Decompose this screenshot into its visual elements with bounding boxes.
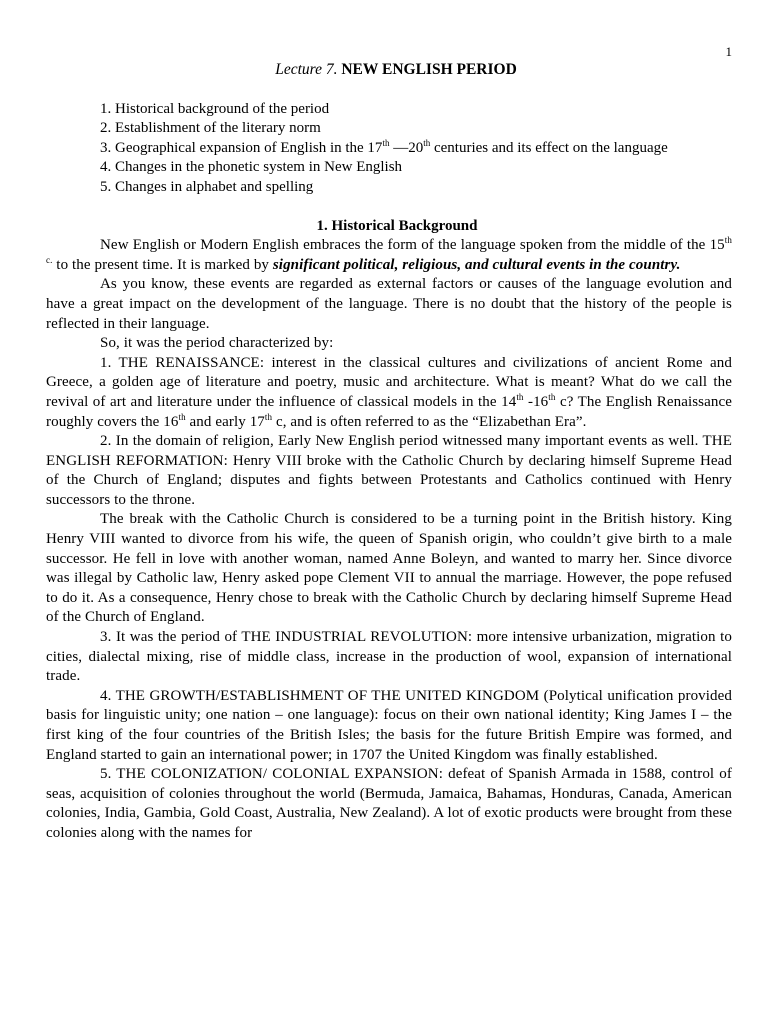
document-body xyxy=(46,60,732,844)
page-title xyxy=(46,60,732,80)
lecture-title: NEW ENGLISH PERIOD xyxy=(341,61,517,78)
paragraph: So, it was the period characterized by: xyxy=(100,335,334,352)
outline-item: 1. Historical background of the period xyxy=(100,100,330,117)
outline-item: 3. Geographical expansion of English in the 17th —20th centuries and its effect on the language xyxy=(100,137,668,156)
outline-item: 4. Changes in the phonetic system in New English xyxy=(100,159,403,176)
lecture-outline xyxy=(46,100,732,198)
section-heading: 1. Historical Background xyxy=(316,217,478,234)
paragraph: 1. THE RENAISSANCE: interest in the classical cultures and civilizations of ancient Rome and Greece, a golden age of literature and poetry, music and architecture. What is meant? What do we call the revival of art and literature under the influence of classical models in the 14th -16th c? The English Renaissance roughly covers the 16th and early 17th c, and is often referred to as the “Elizabethan Era”. xyxy=(46,354,732,430)
outline-item: 5. Changes in alphabet and spelling xyxy=(100,178,314,195)
paragraph: New English or Modern English embraces the form of the language spoken from the middle of the $15^{th c.}$ to the present time. It is marked by significant political, religious, and cultural events in the country. xyxy=(46,235,732,273)
paragraph: 4. THE GROWTH/ESTABLISHMENT OF THE UNITED KINGDOM (Polytical unification provided basis for linguistic unity; one nation – one language): focus on their own national identity; King James I – the first king of the four countries of the British Isles; the basis for the future British Empire was formed, and England started to gain an international power; in 1707 the United Kingdom was finally established. xyxy=(46,687,732,763)
paragraph: The break with the Catholic Church is considered to be a turning point in the British history. King Henry VIII wanted to divorce from his wife, the queen of Spanish origin, who couldn’t give birth to a male successor. He fell in love with another woman, named Anne Boleyn, and wanted to marry her. Since divorce was illegal by Catholic law, Henry asked pope Clement VII to annual the marriage. However, the pope refused to do it. As a consequence, Henry chose to break with the Catholic Church by declaring himself Supreme Head of the Church of England. xyxy=(46,511,732,626)
paragraph: As you know, these events are regarded as external factors or causes of the language evolution and have a great impact on the development of the language. There is no doubt that the history of the people is reflected in their language. xyxy=(46,276,732,332)
paragraph: 2. In the domain of religion, Early New English period witnessed many important events as well. THE ENGLISH REFORMATION: Henry VIII broke with the Catholic Church by declaring himself Supreme Head of the Church of England; disputes and fights between Protestants and Catholics continued with Henry successors to the throne. xyxy=(46,433,732,508)
page-number: 1 xyxy=(725,44,732,59)
paragraph: 5. THE COLONIZATION/ COLONIAL EXPANSION: defeat of Spanish Armada in 1588, control of seas, acquisition of colonies throughout the world (Bermuda, Jamaica, Bahamas, Honduras, Canada, American colonies, India, Gambia, Gold Coast, Australia, New Zealand). A lot of exotic products were brought from these colonies along with the names for xyxy=(46,766,732,841)
outline-item: 2. Establishment of the literary norm xyxy=(100,120,321,137)
emphasized-text: significant political, religious, and cultural events in the country. xyxy=(272,256,681,273)
lecture-number: Lecture 7. xyxy=(275,61,338,78)
paragraph: 3. It was the period of THE INDUSTRIAL REVOLUTION: more intensive urbanization, migration to cities, dialectal mixing, rise of middle class, increase in the production of wool, expansion of international trade. xyxy=(46,629,732,685)
